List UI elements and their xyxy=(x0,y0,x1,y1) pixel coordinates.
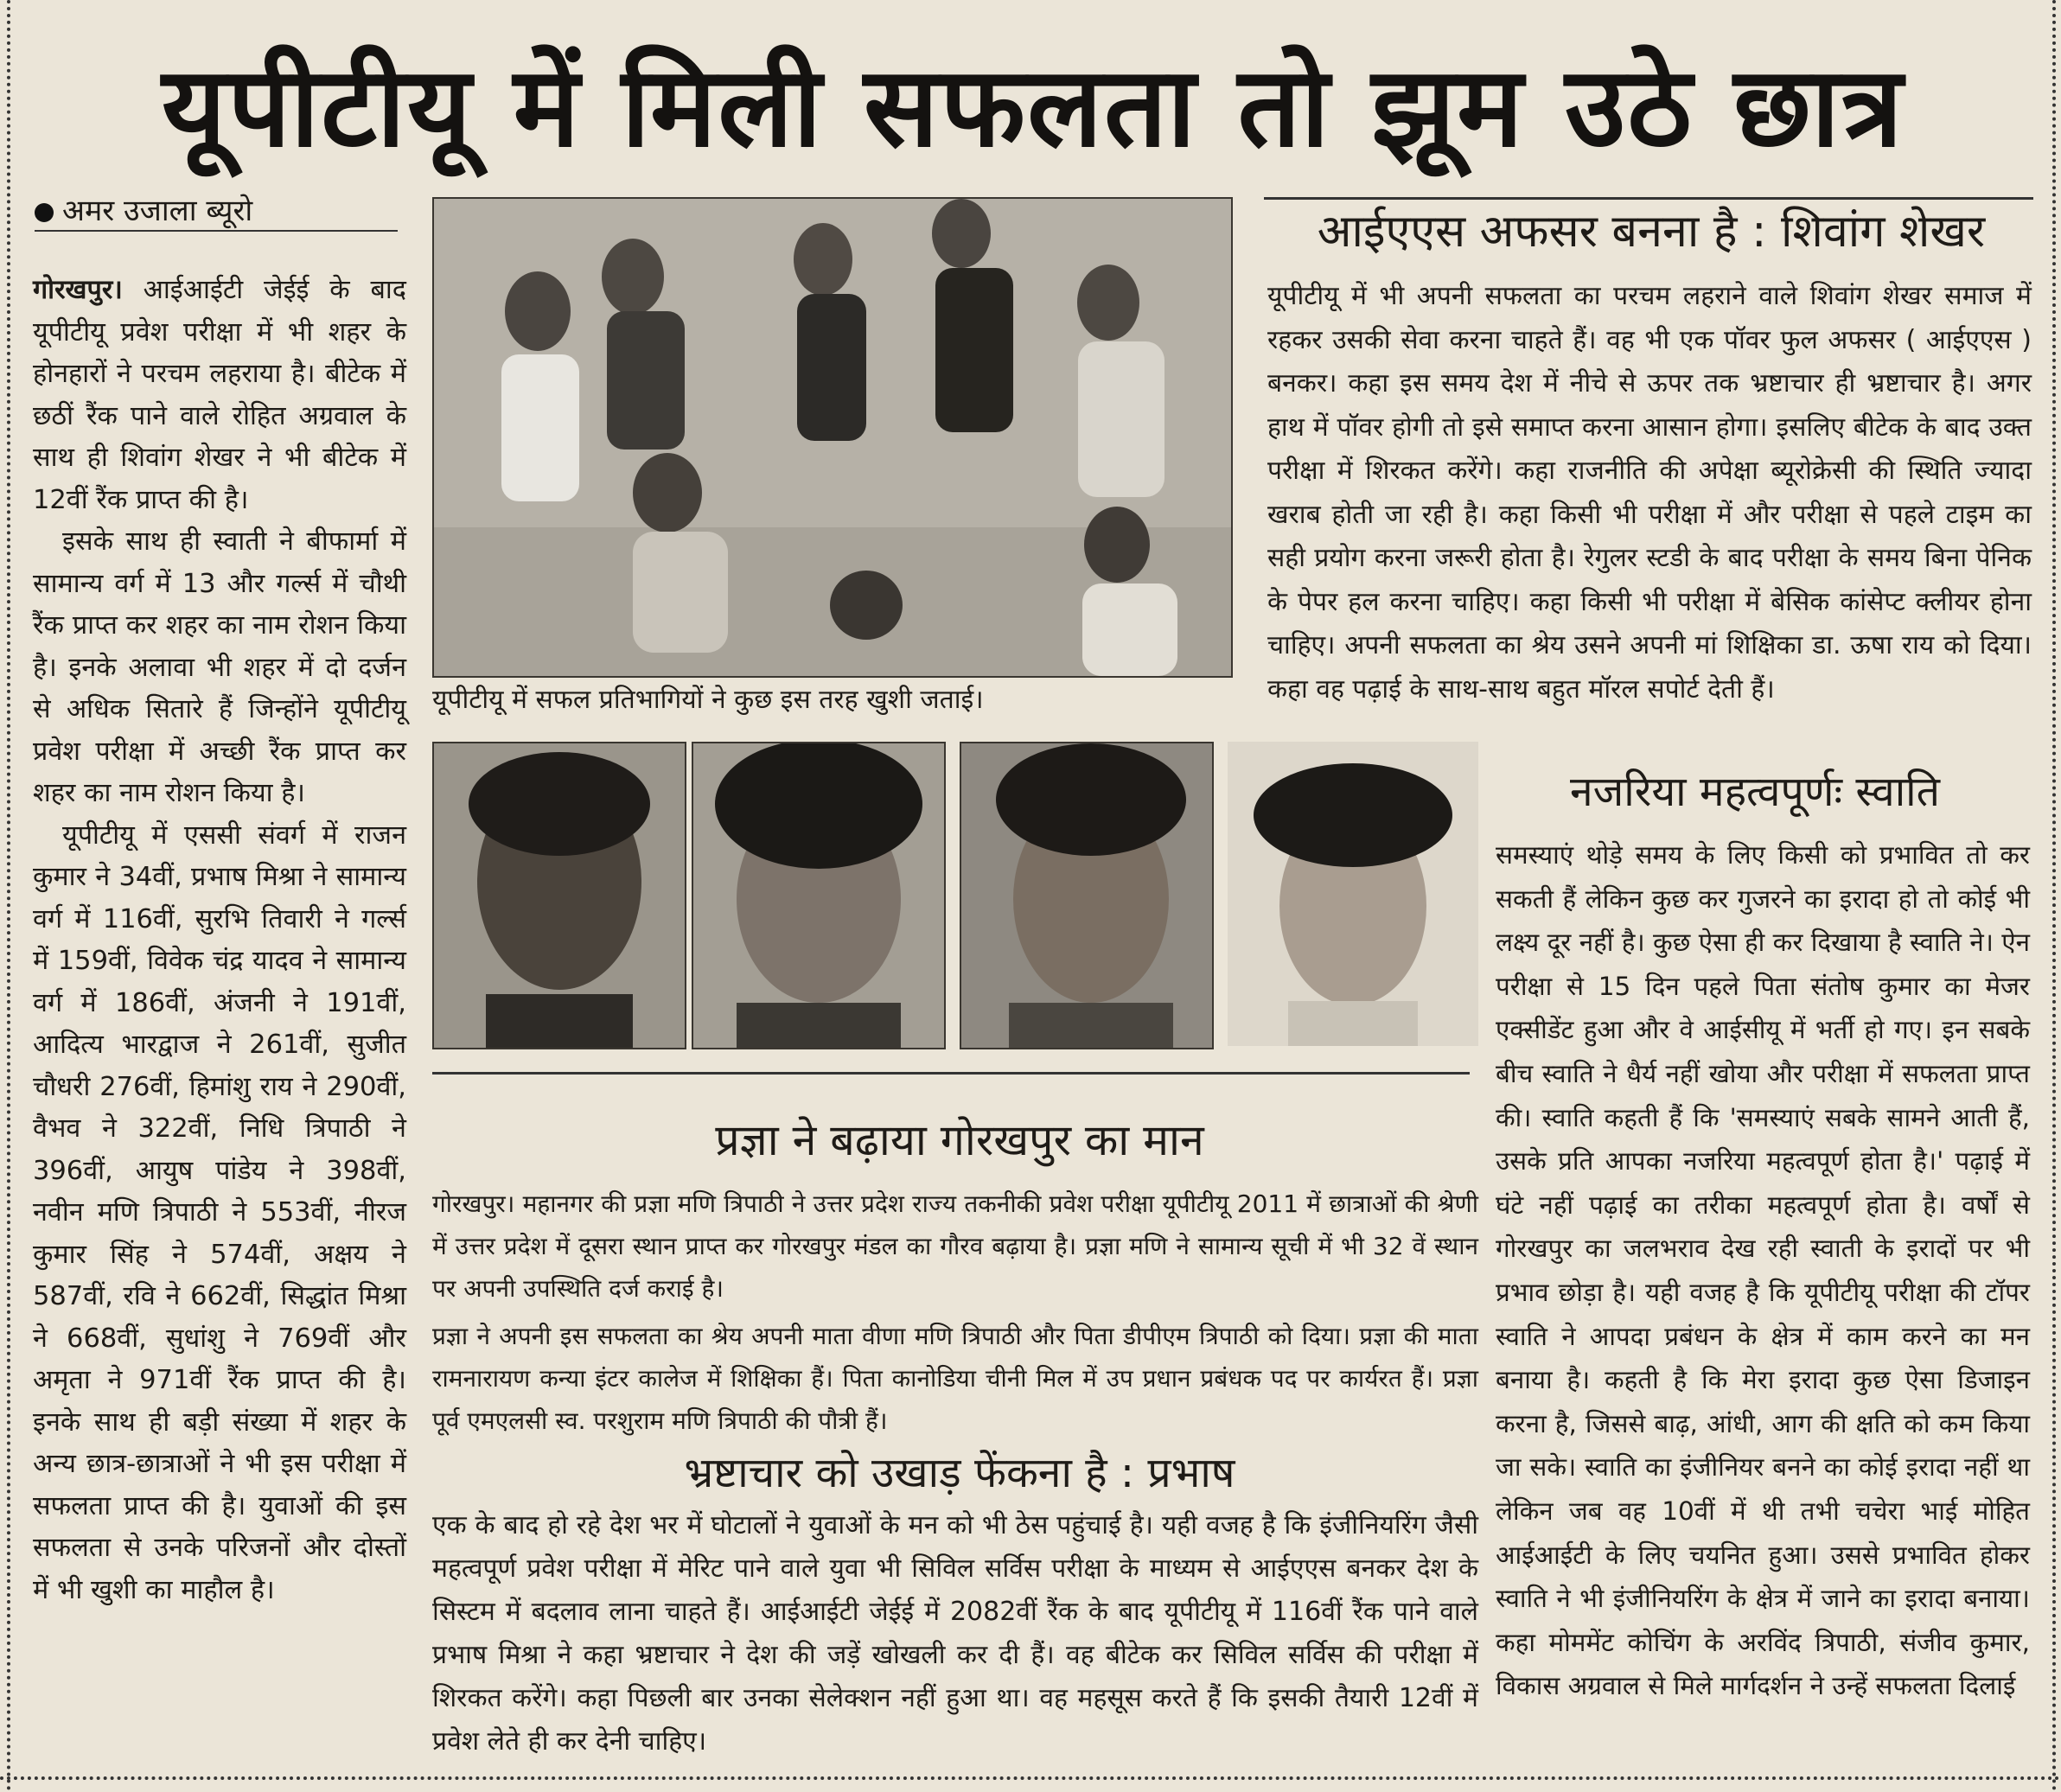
portrait-photo-3 xyxy=(960,742,1214,1049)
portrait-photo-2 xyxy=(692,742,946,1049)
dotted-border-bottom xyxy=(0,1776,2061,1780)
portrait-4-image xyxy=(1228,742,1478,1046)
portrait-2-image xyxy=(693,743,944,1048)
dateline: गोरखपुर। xyxy=(33,275,123,305)
portrait-photo-4 xyxy=(1228,742,1478,1046)
dotted-border-right xyxy=(2052,0,2056,1792)
group-photo xyxy=(432,197,1233,678)
swati-story-body: समस्याएं थोड़े समय के लिए किसी को प्रभावित तो कर सकती हैं लेकिन कुछ कर गुजरने का इरादा हो तो कोई भी लक्ष्य दूर नहीं है। कुछ ऐसा ही कर दिखाया है स्वाति ने। ऐन परीक्षा से 15 दिन पहले पिता संतोष कुमार का मेजर एक्सीडेंट हुआ और वे आईसीयू में भर्ती हो गए। इन सबके बीच स्वाति ने धैर्य नहीं खोया और परीक्षा में सफलता प्राप्त की। स्वाति कहती हैं कि 'समस्याएं सबके सामने आती हैं, उसके प्रति आपका नजरिया महत्वपूर्ण होता है।' पढ़ाई में घंटे नहीं पढ़ाई का तरीका महत्वपूर्ण होता है। वर्षों से गोरखपुर का जलभराव देख रही स्वाती के इरादों पर भी प्रभाव छोड़ा है। यही वजह है कि यूपीटीयू परीक्षा की टॉपर स्वाति ने आपदा प्रबंधन के क्षेत्र में काम करने का मन बनाया है। कहती है कि मेरा इरादा कुछ ऐसा डिजाइन करना है, जिससे बाढ़, आंधी, आग की क्षति को कम किया जा सके। स्वाति का इंजीनियर बनने का कोई इरादा नहीं था लेकिन जब वह 10वीं में थी तभी चचेरा भाई मोहित आईआईटी के लिए चयनित हुआ। उससे प्रभावित होकर स्वाति ने भी इंजीनियरिंग के क्षेत्र में जाने का इरादा बनाया। कहा मोममेंट कोचिंग के अरविंद त्रिपाठी, संजीव कुमार, विकास अग्रवाल से मिले मार्गदर्शन ने उन्हें सफलता दिलाई xyxy=(1496,840,2030,1701)
section-divider xyxy=(432,1072,1470,1075)
left-paragraph-1 xyxy=(33,270,406,521)
ias-story-body: यूपीटीयू में भी अपनी सफलता का परचम लहराने वाले शिवांग शेखर समाज में रहकर उसकी सेवा करना चाहते हैं। वह भी एक पॉवर फुल अफसर ( आईएएस ) बनकर। कहा इस समय देश में नीचे से ऊपर तक भ्रष्टाचार ही भ्रष्टाचार है। अगर हाथ में पॉवर होगी तो इसे समाप्त करना आसान होगा। इसलिए बीटेक के बाद उक्त परीक्षा में शिरकत करेंगे। कहा राजनीति की अपेक्षा ब्यूरोक्रेसी की स्थिति ज्यादा खराब होती जा रही है। कहा किसी भी परीक्षा में और परीक्षा से पहले टाइम का सही प्रयोग करना जरूरी होता है। रेगुलर स्टडी के बाद परीक्षा के समय बिना पेनिक के पेपर हल करना चाहिए। कहा किसी भी परीक्षा में बेसिक कांसेप्ट क्लीयर होना चाहिए। अपनी सफलता का श्रेय उसने अपनी मां शिक्षिका डा. ऊषा राय को दिया। कहा वह पढ़ाई के साथ-साथ बहुत मॉरल सपोर्ट देती हैं। xyxy=(1267,281,2032,705)
byline xyxy=(35,192,398,232)
swati-story-heading: नजरिया महत्वपूर्णः स्वाति xyxy=(1570,768,1940,816)
portrait-1-image xyxy=(434,743,685,1048)
group-photo-image xyxy=(434,199,1231,676)
byline-text: अमर उजाला ब्यूरो xyxy=(62,194,253,228)
bullet-icon xyxy=(35,203,54,222)
pragya-story-body xyxy=(432,1183,1478,1447)
left-column-story xyxy=(33,270,406,1611)
prabhash-story-body: एक के बाद हो रहे देश भर में घोटालों ने युवाओं के मन को भी ठेस पहुंचाई है। यही वजह है कि इंजीनियरिंग जैसी महत्वपूर्ण प्रवेश परीक्षा में मेरिट पाने वाले युवा भी सिविल सर्विस परीक्षा के माध्यम से आईएएस बनकर देश के सिस्टम में बदलाव लाना चाहते हैं। आईआईटी जेईई में 2082वीं रैंक के बाद यूपीटीयू में 116वीं रैंक पाने वाले प्रभाष मिश्रा ने कहा भ्रष्टाचार ने देश की जड़ें खोखली कर दी हैं। वह बीटेक कर सिविल सर्विस की परीक्षा में शिरकत करेंगे। कहा पिछली बार उनका सेलेक्शन नहीं हुआ था। वह महसूस करते हैं कि इसकी तैयारी 12वीं में प्रवेश लेते ही कर देनी चाहिए। xyxy=(432,1510,1478,1757)
left-paragraph-1-text: आईआईटी जेईई के बाद यूपीटीयू प्रवेश परीक्षा में भी शहर के होनहारों ने परचम लहराया है। बीटेक में छठीं रैंक पाने वाले रोहित अग्रवाल के साथ ही शिवांग शेखर ने भी बीटेक में 12वीं रैंक प्राप्त की है। xyxy=(33,275,406,515)
group-photo-caption: यूपीटीयू में सफल प्रतिभागियों ने कुछ इस तरह खुशी जताई। xyxy=(432,685,984,715)
ias-story-heading: आईएएस अफसर बनना है : शिवांग शेखर xyxy=(1317,206,1986,258)
headline: यूपीटीयू में मिली सफलता तो झूम उठे छात्र xyxy=(162,43,1905,172)
portrait-photo-1 xyxy=(432,742,686,1049)
left-paragraph-2: इसके साथ ही स्वाती ने बीफार्मा में सामान्य वर्ग में 13 और गर्ल्स में चौथी रैंक प्राप्त कर शहर का नाम रोशन किया है। इनके अलावा भी शहर में दो दर्जन से अधिक सितारे हैं जिन्होंने यूपीटीयू प्रवेश परीक्षा में अच्छी रैंक प्राप्त कर शहर का नाम रोशन किया है। xyxy=(33,526,406,808)
dotted-border-left xyxy=(7,0,10,1792)
portrait-3-image xyxy=(961,743,1212,1048)
pragya-story-heading: प्रज्ञा ने बढ़ाया गोरखपुर का मान xyxy=(715,1115,1204,1165)
prabhash-story-heading: भ्रष्टाचार को उखाड़ फेंकना है : प्रभाष xyxy=(684,1449,1235,1497)
left-paragraph-3: यूपीटीयू में एससी संवर्ग में राजन कुमार ने 34वीं, प्रभाष मिश्रा ने सामान्य वर्ग में 116वीं, सुरभि तिवारी ने गर्ल्स में 159वीं, विवेक चंद्र यादव ने सामान्य वर्ग में 186वीं, अंजनी ने 191वीं, आदित्य भारद्वाज ने 261वीं, सुजीत चौधरी 276वीं, हिमांशु राय ने 290वीं, वैभव ने 322वीं, निधि त्रिपाठी ने 396वीं, आयुष पांडेय ने 398वीं, नवीन मणि त्रिपाठी ने 553वीं, नीरज कुमार सिंह ने 574वीं, अक्षय ने 587वीं, रवि ने 662वीं, सिद्धांत मिश्रा ने 668वीं, सुधांशु ने 769वीं और अमृता ने 971वीं रैंक प्राप्त की है। इनके साथ ही बड़ी संख्या में शहर के अन्य छात्र-छात्राओं ने भी इस परीक्षा में सफलता प्राप्त की है। युवाओं की इस सफलता से उनके परिजनों और दोस्तों में भी खुशी का माहौल है। xyxy=(33,819,406,1605)
pragya-paragraph-2: प्रज्ञा ने अपनी इस सफलता का श्रेय अपनी माता वीणा मणि त्रिपाठी और पिता डीपीएम त्रिपाठी को दिया। प्रज्ञा की माता रामनारायण कन्या इंटर कालेज में शिक्षिका हैं। पिता कानोडिया चीनी मिल में उप प्रधान प्रबंधक पद पर कार्यरत हैं। प्रज्ञा पूर्व एमएलसी स्व. परशुराम मणि त्रिपाठी की पौत्री हैं। xyxy=(432,1322,1478,1435)
pragya-paragraph-1: गोरखपुर। महानगर की प्रज्ञा मणि त्रिपाठी ने उत्तर प्रदेश राज्य तकनीकी प्रवेश परीक्षा यूपीटीयू 2011 में छात्राओं की श्रेणी में उत्तर प्रदेश में दूसरा स्थान प्राप्त कर गोरखपुर मंडल का गौरव बढ़ाया है। प्रज्ञा मणि ने सामान्य सूची में भी 32 वें स्थान पर अपनी उपस्थिति दर्ज कराई है। xyxy=(432,1189,1478,1303)
ias-heading-rule xyxy=(1264,197,2033,200)
